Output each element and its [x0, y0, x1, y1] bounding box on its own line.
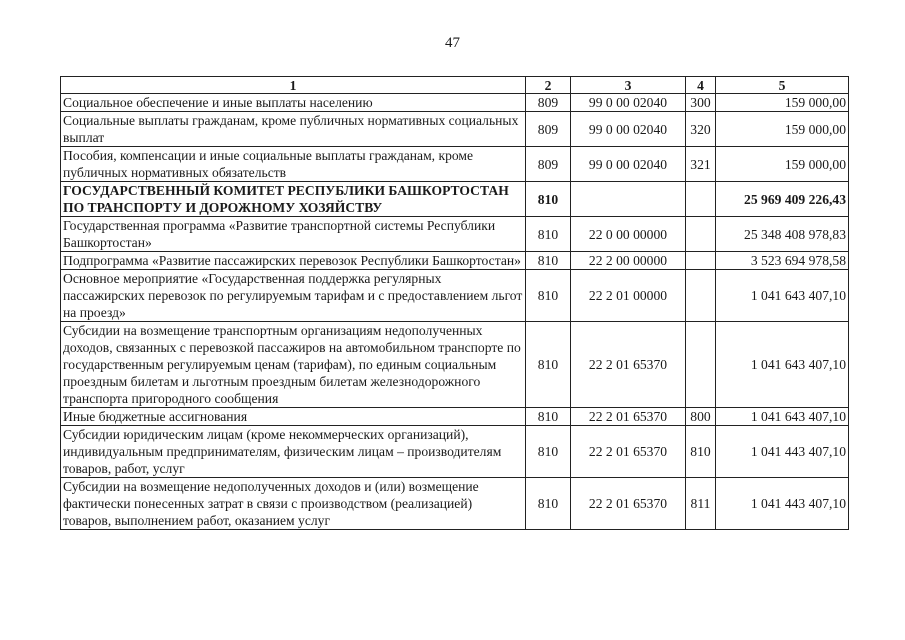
row-amount-cell: 159 000,00 [716, 94, 849, 112]
row-amount-cell: 25 348 408 978,83 [716, 217, 849, 252]
column-header-5: 5 [716, 77, 849, 94]
row-code-cell: 810 [526, 426, 571, 478]
row-amount-cell: 159 000,00 [716, 147, 849, 182]
row-code-cell: 810 [526, 322, 571, 408]
row-name-cell: Субсидии на возмещение недополученных доходов и (или) возмещение фактически понесенных затрат в связи с производством (реализацией) товаров, выполнением работ, оказанием услуг [61, 478, 526, 530]
row-code-cell: 809 [526, 112, 571, 147]
row-code-cell: 810 [526, 478, 571, 530]
budget-table [60, 76, 849, 530]
column-header-2: 2 [526, 77, 571, 94]
row-amount-cell: 3 523 694 978,58 [716, 252, 849, 270]
row-amount-cell: 1 041 443 407,10 [716, 426, 849, 478]
row-target-cell: 22 2 01 65370 [571, 478, 686, 530]
table-row [61, 217, 849, 252]
table-row [61, 252, 849, 270]
table-row [61, 408, 849, 426]
row-name-cell: Пособия, компенсации и иные социальные выплаты гражданам, кроме публичных нормативных обязательств [61, 147, 526, 182]
row-type-cell [686, 182, 716, 217]
row-amount-cell: 25 969 409 226,43 [716, 182, 849, 217]
table-row [61, 322, 849, 408]
table-row [61, 270, 849, 322]
row-code-cell: 810 [526, 252, 571, 270]
row-target-cell: 99 0 00 02040 [571, 147, 686, 182]
row-type-cell: 300 [686, 94, 716, 112]
row-type-cell: 800 [686, 408, 716, 426]
row-code-cell: 810 [526, 217, 571, 252]
row-name-cell: Субсидии юридическим лицам (кроме некоммерческих организаций), индивидуальным предпринимателям, физическим лицам – производителям товаров, работ, услуг [61, 426, 526, 478]
row-name-cell: Социальные выплаты гражданам, кроме публичных нормативных социальных выплат [61, 112, 526, 147]
column-header-4: 4 [686, 77, 716, 94]
row-target-cell: 22 2 01 00000 [571, 270, 686, 322]
row-name-cell: Социальное обеспечение и иные выплаты населению [61, 94, 526, 112]
row-target-cell: 22 2 01 65370 [571, 408, 686, 426]
table-row [61, 182, 849, 217]
table-row [61, 478, 849, 530]
row-code-cell: 809 [526, 94, 571, 112]
row-amount-cell: 1 041 643 407,10 [716, 270, 849, 322]
row-type-cell: 810 [686, 426, 716, 478]
row-name-cell: Подпрограмма «Развитие пассажирских перевозок Республики Башкортостан» [61, 252, 526, 270]
table-header-row [61, 77, 849, 94]
row-name-cell: Иные бюджетные ассигнования [61, 408, 526, 426]
table-row [61, 147, 849, 182]
table-row [61, 426, 849, 478]
row-amount-cell: 1 041 443 407,10 [716, 478, 849, 530]
page-number: 47 [445, 35, 460, 51]
row-type-cell [686, 252, 716, 270]
row-target-cell [571, 182, 686, 217]
row-target-cell: 22 2 01 65370 [571, 426, 686, 478]
row-amount-cell: 1 041 643 407,10 [716, 322, 849, 408]
column-header-1: 1 [61, 77, 526, 94]
row-code-cell: 809 [526, 147, 571, 182]
row-name-cell: Субсидии на возмещение транспортным организациям недополученных доходов, связанных с перевозкой пассажиров на автомобильном транспорте по государственным регулируемым ценам (тарифам), по единым социальным проездным билетам и льготным проездным билетам железнодорожного транспорта пригородного сообщения [61, 322, 526, 408]
row-target-cell: 22 0 00 00000 [571, 217, 686, 252]
row-code-cell: 810 [526, 408, 571, 426]
table-row [61, 112, 849, 147]
table-body [61, 94, 849, 530]
row-type-cell [686, 322, 716, 408]
row-type-cell [686, 270, 716, 322]
row-amount-cell: 159 000,00 [716, 112, 849, 147]
row-target-cell: 22 2 01 65370 [571, 322, 686, 408]
row-target-cell: 99 0 00 02040 [571, 94, 686, 112]
row-target-cell: 99 0 00 02040 [571, 112, 686, 147]
row-type-cell: 321 [686, 147, 716, 182]
row-amount-cell: 1 041 643 407,10 [716, 408, 849, 426]
row-type-cell [686, 217, 716, 252]
row-name-cell: Основное мероприятие «Государственная поддержка регулярных пассажирских перевозок по регулируемым тарифам и с предоставлением льгот на проезд» [61, 270, 526, 322]
row-name-cell: Государственная программа «Развитие транспортной системы Республики Башкортостан» [61, 217, 526, 252]
row-type-cell: 811 [686, 478, 716, 530]
column-header-3: 3 [571, 77, 686, 94]
row-code-cell: 810 [526, 182, 571, 217]
row-target-cell: 22 2 00 00000 [571, 252, 686, 270]
row-name-cell: ГОСУДАРСТВЕННЫЙ КОМИТЕТ РЕСПУБЛИКИ БАШКОРТОСТАН ПО ТРАНСПОРТУ И ДОРОЖНОМУ ХОЗЯЙСТВУ [61, 182, 526, 217]
row-type-cell: 320 [686, 112, 716, 147]
table-row [61, 94, 849, 112]
row-code-cell: 810 [526, 270, 571, 322]
